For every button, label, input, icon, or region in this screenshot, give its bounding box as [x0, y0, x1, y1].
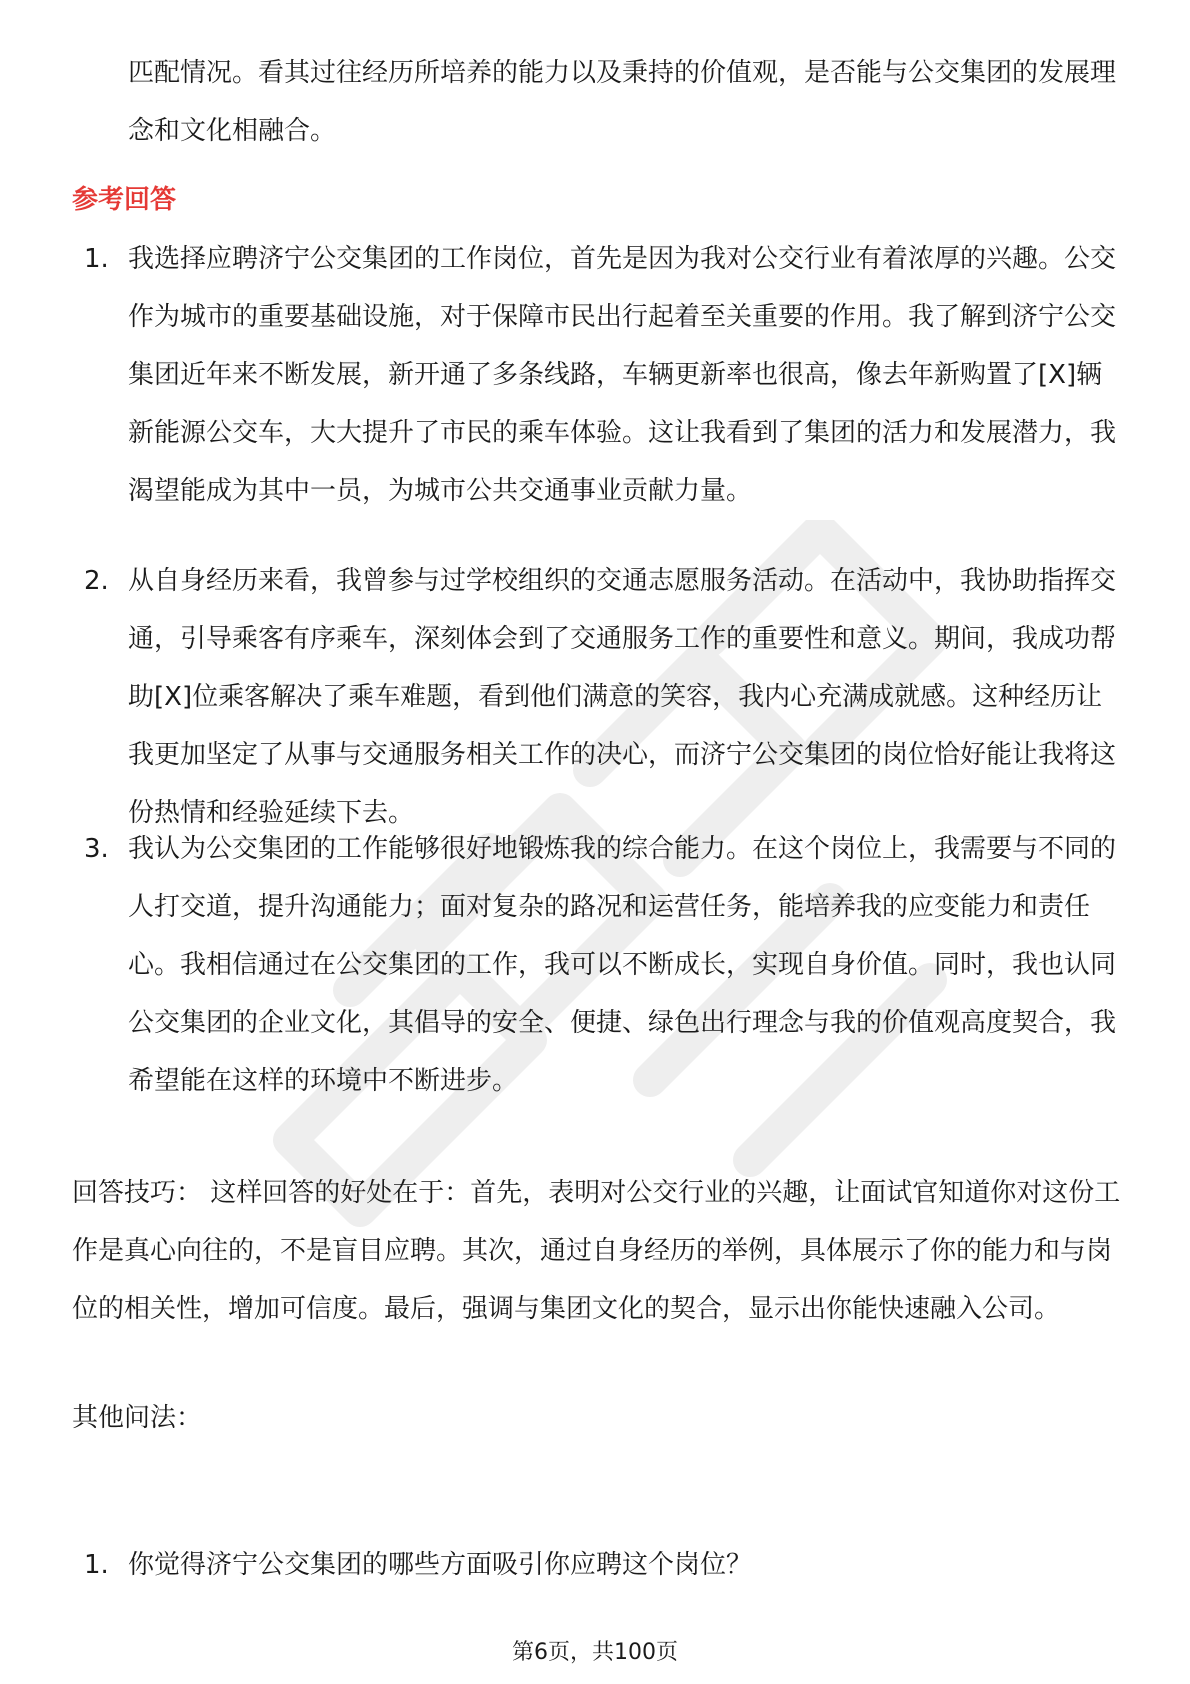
list-item-number: 3.	[84, 834, 109, 864]
page-footer: 第6页，共100页	[512, 1640, 678, 1665]
section-title: 参考回答	[72, 185, 177, 215]
list-item-text: 我选择应聘济宁公交集团的工作岗位，首先是因为我对公交行业有着浓厚的兴趣。公交作为城市的重要基础设施，对于保障市民出行起着至关重要的作用。我了解到济宁公交集团近年来不断发展，新开通了多条线路，车辆更新率也很高，像去年新购置了[X]辆新能源公交车，大大提升了市民的乘车体验。这让我看到了集团的活力和发展潜力，我渴望能成为其中一员，为城市公共交通事业贡献力量。	[128, 244, 1117, 506]
list-item-text: 你觉得济宁公交集团的哪些方面吸引你应聘这个岗位？	[128, 1550, 753, 1580]
list-item-text: 我认为公交集团的工作能够很好地锻炼我的综合能力。在这个岗位上，我需要与不同的人打交道，提升沟通能力；面对复杂的路况和运营任务，能培养我的应变能力和责任心。我相信通过在公交集团的工作，我可以不断成长，实现自身价值。同时，我也认同公交集团的企业文化，其倡导的安全、便捷、绿色出行理念与我的价值观高度契合，我希望能在这样的环境中不断进步。	[128, 834, 1117, 1096]
intro-paragraph: 匹配情况。看其过往经历所培养的能力以及秉持的价值观，是否能与公交集团的发展理念和文化相融合。	[128, 58, 1117, 146]
list-item-number: 2.	[84, 566, 109, 596]
other-questions-label: 其他问法：	[72, 1403, 203, 1433]
list-item-number: 1.	[84, 1550, 109, 1580]
answer-tips-paragraph: 回答技巧： 这样回答的好处在于：首先，表明对公交行业的兴趣，让面试官知道你对这份工作是真心向往的，不是盲目应聘。其次，通过自身经历的举例，具体展示了你的能力和与岗位的相关性，增加可信度。最后，强调与集团文化的契合，显示出你能快速融入公司。	[72, 1178, 1121, 1324]
list-item-number: 1.	[84, 244, 109, 274]
list-item-text: 从自身经历来看，我曾参与过学校组织的交通志愿服务活动。在活动中，我协助指挥交通，引导乘客有序乘车，深刻体会到了交通服务工作的重要性和意义。期间，我成功帮助[X]位乘客解决了乘车难题，看到他们满意的笑容，我内心充满成就感。这种经历让我更加坚定了从事与交通服务相关工作的决心，而济宁公交集团的岗位恰好能让我将这份热情和经验延续下去。	[128, 566, 1117, 828]
